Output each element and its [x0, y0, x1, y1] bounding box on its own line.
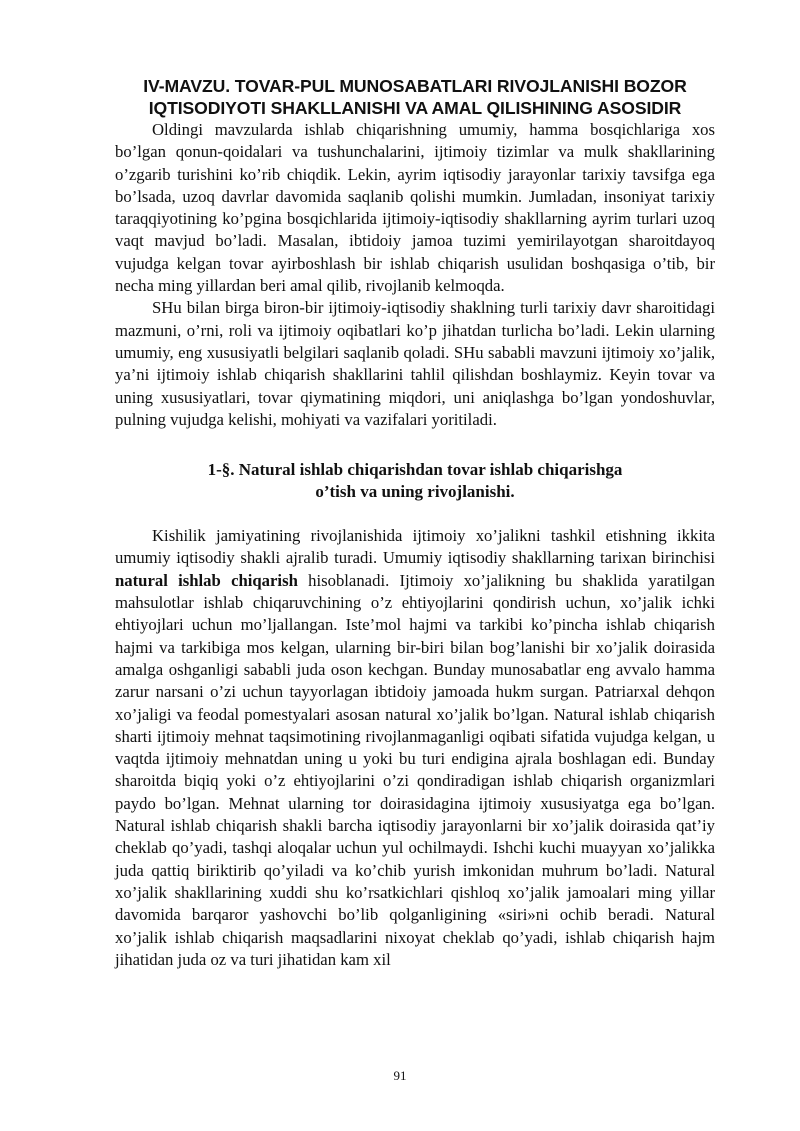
intro-paragraph-1: Oldingi mavzularda ishlab chiqarishning umumiy, hamma bosqichlariga xos bo’lgan qonun-qoidalari va tushunchalarini, ijtimoiy tizimlar va mulk shakllarining o’zgarib turishini ko’rib chiqdik. Lekin, ayrim iqtisodiy jarayonlar tarixiy tavsifga ega bo’lsada, uzoq davrlar davomida saqlanib qolishi mumkin. Jumladan, insoniyat tarixiy taraqqiyotining ko’pgina bosqichlarida ijtimoiy-iqtisodiy shakllarning ayrim turlari uzoq vaqt mavjud bo’ladi. Masalan, ibtidoiy jamoa tuzimi yemirilayotgan sharoitdayoq vujudga kelgan tovar ayirboshlash bir ishlab chiqarish usulidan boshqasiga o’tib, bir necha ming yillardan beri amal qilib, rivojlanib kelmoqda. [115, 120, 715, 296]
chapter-title [115, 0, 715, 119]
bold-term: natural ishlab chiqarish [115, 570, 298, 590]
page-number: 91 [393, 1068, 407, 1083]
section-heading-line-1: 1-§. Natural ishlab chiqarishdan tovar ishlab chiqarishga [207, 460, 623, 480]
section-heading-line-2: o’tish va uning rivojlanishi. [315, 482, 515, 502]
section-paragraph-text-end: hisoblanadi. Ijtimoiy xo’jalikning bu shaklida yaratilgan mahsulotlar ishlab chiqaruvchining o’z ehtiyojlarini qondirish uchun, xo’jalik ichki ehtiyojlari uchun mo’ljallangan. Iste’mol hajmi va tarkibi ko’pincha ishlab chiqarish hajmi va tarkibiga mos kelgan, ularning bir-biri bilan bog’lanishi bir xo’jalik doirasida amalga oshganligi sababli juda oson kechgan. Bunday munosabatlar eng avvalo hamma zarur narsani o’zi uchun tayyorlagan ibtidoiy jamoada hukm surgan. Patriarxal dehqon xo’jaligi va feodal pomestyalari asosan natural xo’jalik bo’lgan. Natural ishlab chiqarish sharti ijtimoiy mehnat taqsimotining rivojlanmaganligi oqibati sifatida vujudga kelgan, u vaqtda ijtimoiy mehnatdan uning u yoki bu turi endigina ajrala boshlagan edi. Bunday sharoitda biqiq yoki o’z ehtiyojlarini o’zi qondiradigan ishlab chiqarish organizmlari paydo bo’lgan. Mehnat ularning tor doirasidagina ijtimoiy xususiyatga ega bo’lgan. Natural ishlab chiqarish shakli barcha iqtisodiy jarayonlarni bir xo’jalik doirasida qat’iy cheklab qo’yadi, tashqi aloqalar uchun yul ochilmaydi. Ishchi kuchi muayyan xo’jalikka juda qattiq biriktirib qo’yiladi va ko’chib yurish imkonidan muhrum bo’ladi. Natural xo’jalik shakllarining xuddi shu ko’rsatkichlari qishloq xo’jalik jamoalari ming yillar davomida barqaror yashovchi bo’lib qolganligining «siri»ni ochib beradi. Natural xo’jalik ishlab chiqarish maqsadlarini nixoyat cheklab qo’yadi, ishlab chiqarish hajm jihatidan juda oz va turi jihatidan kam xil [115, 570, 716, 969]
chapter-title-line-1: IV-MAVZU. TOVAR-PUL MUNOSABATLARI RIVOJLANISHI BOZOR [143, 76, 687, 96]
intro-paragraph-2: SHu bilan birga biron-bir ijtimoiy-iqtisodiy shaklning turli tarixiy davr sharoitidagi mazmuni, o’rni, roli va ijtimoiy oqibatlari ko’p jihatdan turlicha bo’ladi. Lekin ularning umumiy, eng xususiyatli belgilari saqlanib qoladi. SHu sababli mavzuni ijtimoiy xo’jalik, ya’ni ijtimoiy ishlab chiqarish shakllarini tahlil qilishdan boshlaymiz. Keyin tovar va uning xususiyatlari, tovar qiymatining miqdori, uni aniqlashga bo’lgan yondoshuvlar, pulning vujudga kelishi, mohiyati va vazifalari yoritiladi. [115, 298, 715, 429]
section-paragraph-text-start: Kishilik jamiyatining rivojlanishida ijtimoiy xo’jalikni tashkil etishning ikkita umumiy iqtisodiy shakli ajralib turadi. Umumiy iqtisodiy shakllarning tarixan birinchisi [115, 526, 715, 568]
chapter-title-line-2: IQTISODIYOTI SHAKLLANISHI VA AMAL QILISHINING ASOSIDIR [148, 98, 682, 118]
section-paragraph [115, 525, 715, 971]
section-heading [115, 459, 715, 503]
